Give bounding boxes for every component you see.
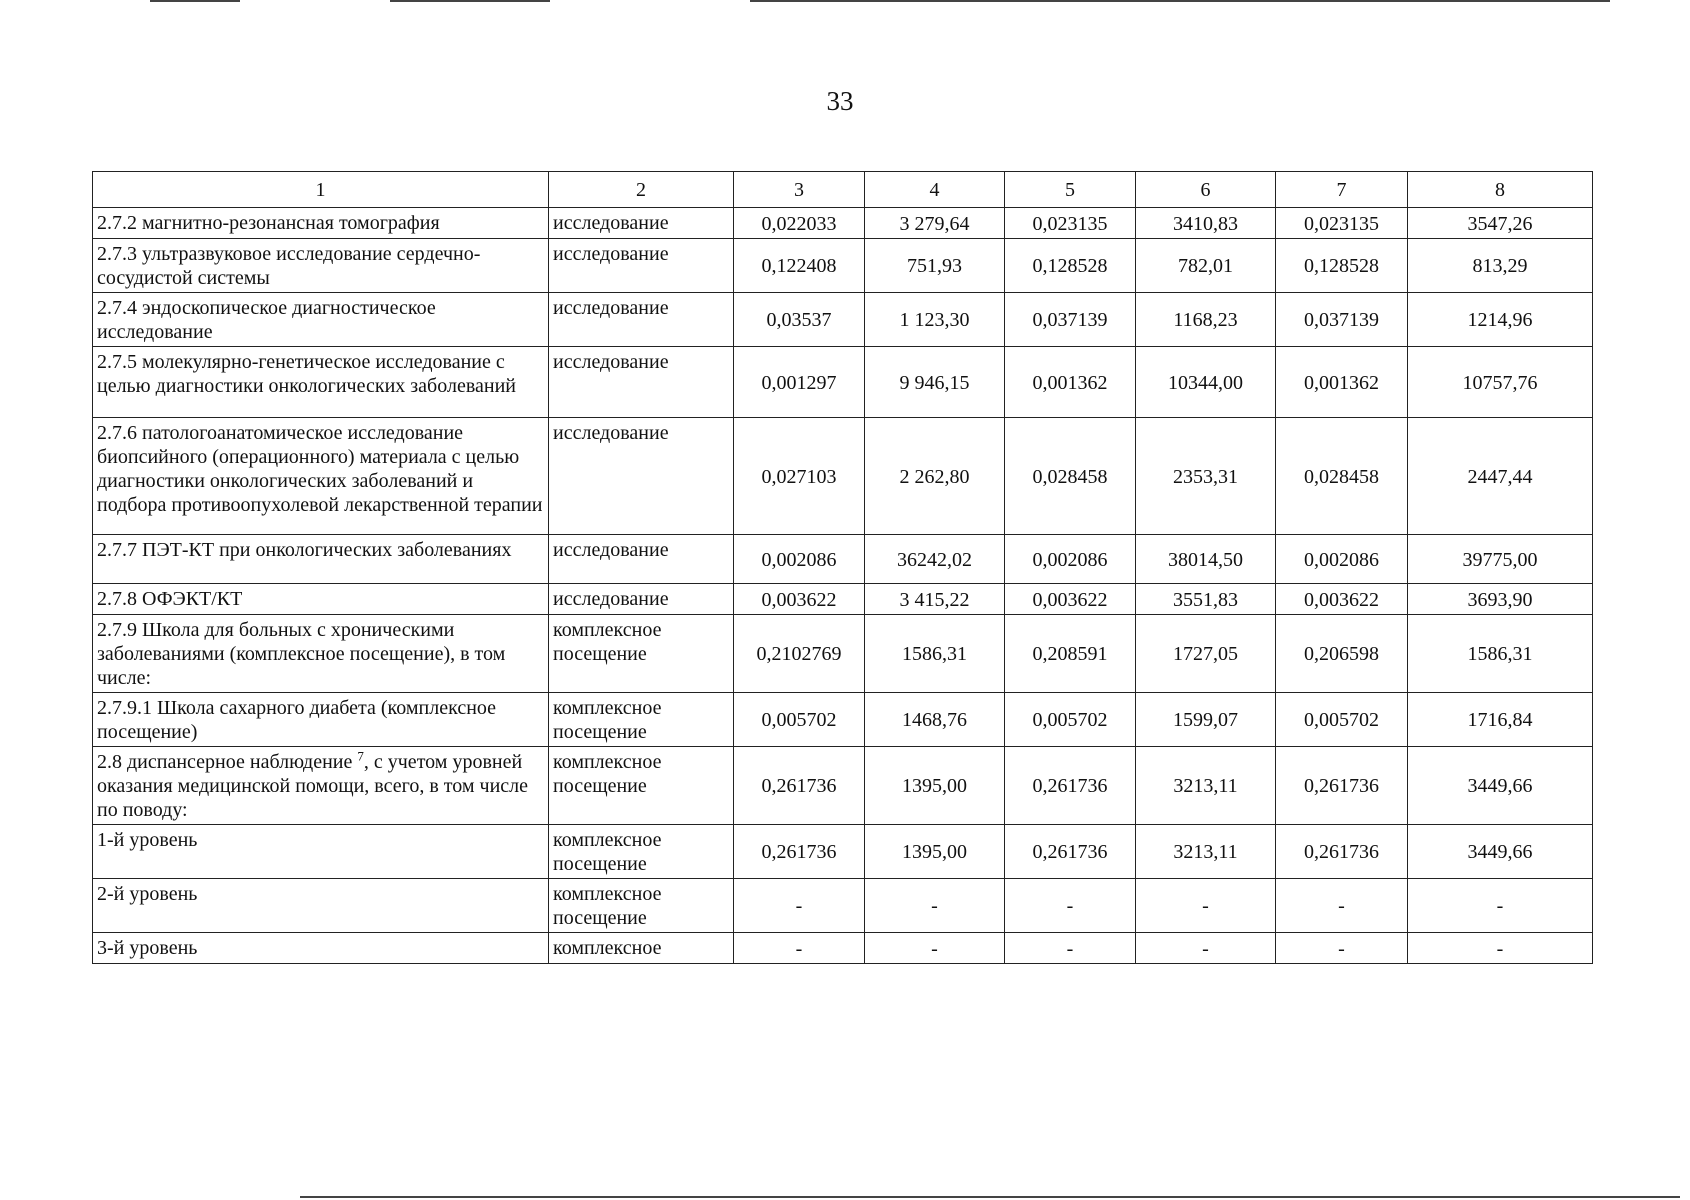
cell-col-3: - [734, 933, 865, 964]
row-name [93, 615, 549, 693]
row-name [93, 208, 549, 239]
row-unit: исследование [549, 347, 734, 418]
cell-col-6: 10344,00 [1136, 347, 1276, 418]
cell-col-4: - [865, 933, 1005, 964]
cell-col-5: 0,037139 [1005, 293, 1136, 347]
column-number-row [93, 172, 1593, 208]
cell-col-8: - [1408, 879, 1593, 933]
row-name-text: 3-й уровень [97, 937, 198, 959]
table-row [93, 933, 1593, 964]
cell-col-6: 1599,07 [1136, 693, 1276, 747]
cell-col-4: 751,93 [865, 239, 1005, 293]
table-row [93, 584, 1593, 615]
column-header: 4 [865, 172, 1005, 208]
cell-col-3: 0,261736 [734, 825, 865, 879]
table-row [93, 293, 1593, 347]
cell-col-5: 0,128528 [1005, 239, 1136, 293]
cell-col-5: - [1005, 933, 1136, 964]
row-name-text: 2.7.4 эндоскопическое диагностическое исследование [97, 297, 436, 343]
cell-col-5: 0,261736 [1005, 747, 1136, 825]
row-name [93, 239, 549, 293]
cell-col-3: - [734, 879, 865, 933]
cell-col-7: 0,128528 [1276, 239, 1408, 293]
row-unit: комплексное [549, 933, 734, 964]
row-unit: комплексное посещение [549, 693, 734, 747]
row-name [93, 584, 549, 615]
row-name-text-continued: , с учетом уровней оказания медицинской помощи, всего, в том числе по поводу: [97, 751, 529, 821]
row-name-text: 2.7.9.1 Школа сахарного диабета (комплексное посещение) [97, 697, 497, 743]
cell-col-4: 2 262,80 [865, 418, 1005, 535]
cell-col-4: 1395,00 [865, 825, 1005, 879]
row-name-text: 2.7.7 ПЭТ-КТ при онкологических заболеваниях [97, 539, 512, 561]
cell-col-3: 0,002086 [734, 535, 865, 584]
column-header: 6 [1136, 172, 1276, 208]
cell-col-7: - [1276, 933, 1408, 964]
cell-col-3: 0,2102769 [734, 615, 865, 693]
cell-col-5: 0,028458 [1005, 418, 1136, 535]
row-unit: исследование [549, 535, 734, 584]
row-unit: исследование [549, 239, 734, 293]
cell-col-6: 38014,50 [1136, 535, 1276, 584]
tariff-table [92, 171, 1593, 964]
row-name [93, 825, 549, 879]
cell-col-8: 1716,84 [1408, 693, 1593, 747]
cell-col-6: 2353,31 [1136, 418, 1276, 535]
cell-col-7: 0,023135 [1276, 208, 1408, 239]
table-row [93, 208, 1593, 239]
cell-col-6: 3551,83 [1136, 584, 1276, 615]
cell-col-6: 1727,05 [1136, 615, 1276, 693]
scan-edge-top-left [150, 0, 240, 2]
cell-col-3: 0,003622 [734, 584, 865, 615]
cell-col-7: - [1276, 879, 1408, 933]
cell-col-3: 0,001297 [734, 347, 865, 418]
row-name-text: 1-й уровень [97, 829, 198, 851]
row-name-text: 2.7.9 Школа для больных с хроническими заболеваниями (комплексное посещение), в том числе: [97, 619, 506, 689]
cell-col-8: 10757,76 [1408, 347, 1593, 418]
footnote-marker: 7 [357, 748, 364, 764]
page-number: 33 [826, 86, 854, 116]
cell-col-4: 36242,02 [865, 535, 1005, 584]
cell-col-8: - [1408, 933, 1593, 964]
cell-col-7: 0,261736 [1276, 747, 1408, 825]
cell-col-4: 9 946,15 [865, 347, 1005, 418]
column-header: 8 [1408, 172, 1593, 208]
cell-col-3: 0,005702 [734, 693, 865, 747]
row-name [93, 879, 549, 933]
table-row [93, 347, 1593, 418]
table-row [93, 879, 1593, 933]
cell-col-4: - [865, 879, 1005, 933]
cell-col-8: 3449,66 [1408, 747, 1593, 825]
cell-col-4: 3 415,22 [865, 584, 1005, 615]
cell-col-6: 3410,83 [1136, 208, 1276, 239]
cell-col-8: 2447,44 [1408, 418, 1593, 535]
row-unit: комплексное посещение [549, 825, 734, 879]
table-row [93, 693, 1593, 747]
row-unit: исследование [549, 418, 734, 535]
cell-col-7: 0,002086 [1276, 535, 1408, 584]
cell-col-7: 0,001362 [1276, 347, 1408, 418]
row-unit: комплексное посещение [549, 879, 734, 933]
column-header: 3 [734, 172, 865, 208]
cell-col-6: 3213,11 [1136, 747, 1276, 825]
row-name-text: 2.7.6 патологоанатомическое исследование биопсийного (операционного) материала с целью диагностики онкологических заболеваний и подбора противоопухолевой лекарственной терапии [97, 422, 543, 516]
cell-col-8: 3547,26 [1408, 208, 1593, 239]
scan-edge-bottom [300, 1196, 1680, 1198]
row-name-text: 2.7.2 магнитно-резонансная томография [97, 212, 440, 234]
row-unit: исследование [549, 584, 734, 615]
row-name-text: 2.7.8 ОФЭКТ/КТ [97, 588, 243, 610]
cell-col-4: 1468,76 [865, 693, 1005, 747]
cell-col-6: - [1136, 933, 1276, 964]
row-name-text: 2.7.3 ультразвуковое исследование сердечно-сосудистой системы [97, 243, 481, 289]
scan-edge-top-right [750, 0, 1610, 2]
scan-edge-top-mid [390, 0, 550, 2]
row-name-text: 2.8 диспансерное наблюдение [97, 751, 358, 773]
cell-col-8: 3449,66 [1408, 825, 1593, 879]
cell-col-6: 782,01 [1136, 239, 1276, 293]
cell-col-8: 39775,00 [1408, 535, 1593, 584]
table-row [93, 535, 1593, 584]
cell-col-7: 0,003622 [1276, 584, 1408, 615]
cell-col-8: 1586,31 [1408, 615, 1593, 693]
cell-col-4: 1 123,30 [865, 293, 1005, 347]
cell-col-6: - [1136, 879, 1276, 933]
table-row [93, 825, 1593, 879]
row-name-text: 2.7.5 молекулярно-генетическое исследование с целью диагностики онкологических заболеваний [97, 351, 516, 397]
cell-col-5: 0,002086 [1005, 535, 1136, 584]
table-row [93, 747, 1593, 825]
row-name [93, 933, 549, 964]
column-header: 1 [93, 172, 549, 208]
cell-col-7: 0,028458 [1276, 418, 1408, 535]
cell-col-7: 0,005702 [1276, 693, 1408, 747]
cell-col-5: 0,208591 [1005, 615, 1136, 693]
cell-col-5: 0,005702 [1005, 693, 1136, 747]
row-unit: комплексное посещение [549, 747, 734, 825]
row-name [93, 293, 549, 347]
row-name [93, 535, 549, 584]
cell-col-6: 1168,23 [1136, 293, 1276, 347]
table-row [93, 615, 1593, 693]
table-row [93, 239, 1593, 293]
cell-col-7: 0,206598 [1276, 615, 1408, 693]
cell-col-7: 0,261736 [1276, 825, 1408, 879]
row-name [93, 418, 549, 535]
cell-col-4: 3 279,64 [865, 208, 1005, 239]
row-name [93, 693, 549, 747]
cell-col-3: 0,03537 [734, 293, 865, 347]
cell-col-8: 3693,90 [1408, 584, 1593, 615]
cell-col-5: 0,261736 [1005, 825, 1136, 879]
cell-col-5: 0,003622 [1005, 584, 1136, 615]
cell-col-8: 1214,96 [1408, 293, 1593, 347]
column-header: 7 [1276, 172, 1408, 208]
table-body [93, 208, 1593, 964]
cell-col-5: 0,023135 [1005, 208, 1136, 239]
cell-col-6: 3213,11 [1136, 825, 1276, 879]
row-name-text: 2-й уровень [97, 883, 198, 905]
row-unit: комплексное посещение [549, 615, 734, 693]
cell-col-3: 0,027103 [734, 418, 865, 535]
cell-col-3: 0,122408 [734, 239, 865, 293]
cell-col-8: 813,29 [1408, 239, 1593, 293]
cell-col-3: 0,022033 [734, 208, 865, 239]
cell-col-5: 0,001362 [1005, 347, 1136, 418]
row-name [93, 347, 549, 418]
row-unit: исследование [549, 293, 734, 347]
cell-col-3: 0,261736 [734, 747, 865, 825]
cell-col-5: - [1005, 879, 1136, 933]
column-header: 5 [1005, 172, 1136, 208]
row-name [93, 747, 549, 825]
cell-col-7: 0,037139 [1276, 293, 1408, 347]
row-unit: исследование [549, 208, 734, 239]
table-row [93, 418, 1593, 535]
column-header: 2 [549, 172, 734, 208]
cell-col-4: 1395,00 [865, 747, 1005, 825]
cell-col-4: 1586,31 [865, 615, 1005, 693]
